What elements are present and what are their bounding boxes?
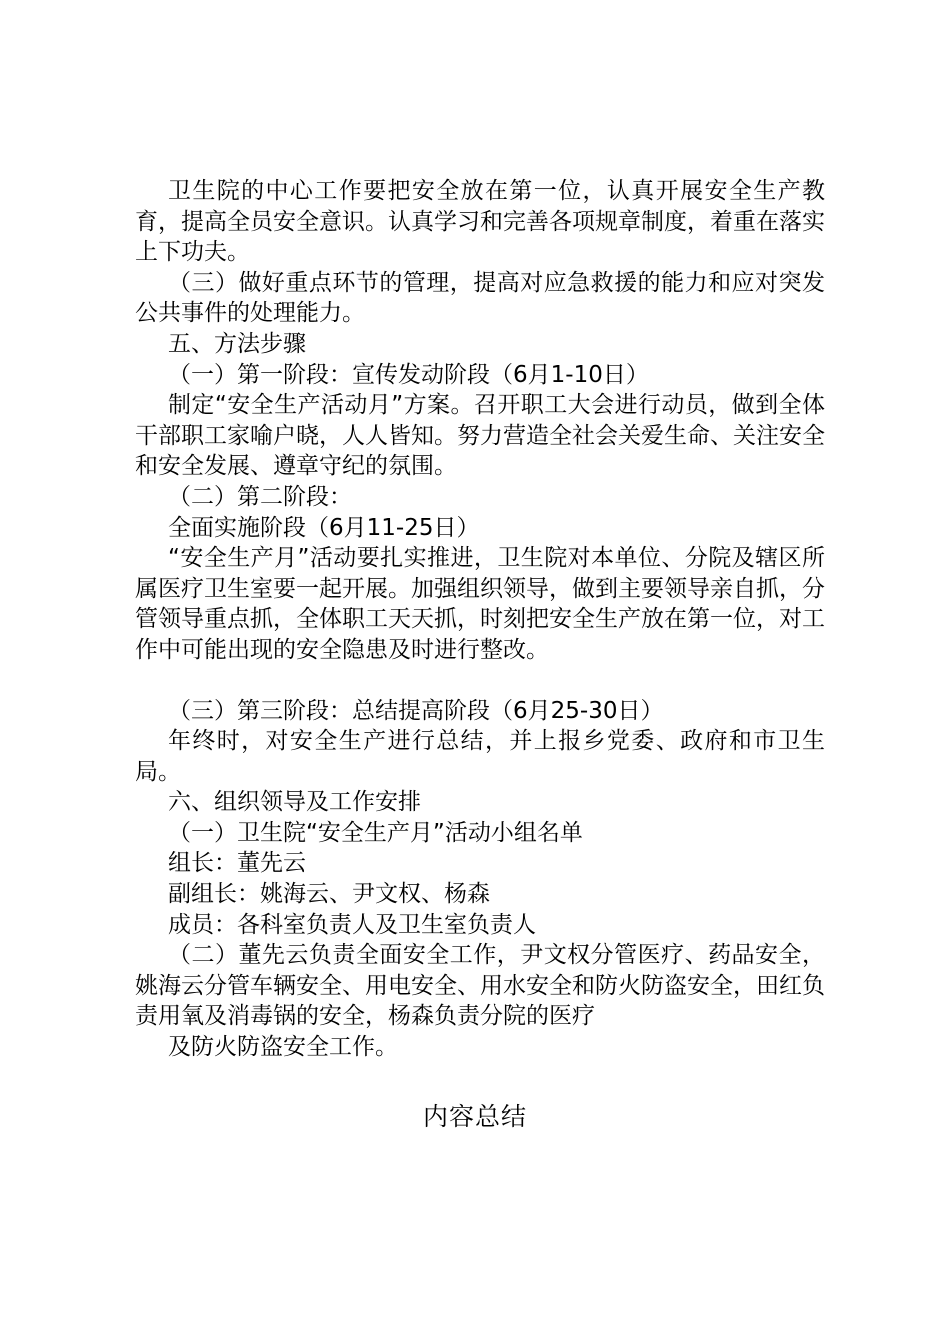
paragraph-stage-one: 制定“安全生产活动月”方案。召开职工大会进行动员，做到全体干部职工家喻户晓，人人皆知。努力营造全社会关爱生命、关注安全和安全发展、遵章守纪的氛围。 xyxy=(135,392,825,480)
stage-two-subheading: 全面实施阶段（6月11-25日） xyxy=(168,514,480,541)
stage-three-heading: （三）第三阶段：总结提高阶段（6月25-30日） xyxy=(168,697,664,724)
paragraph-key-links: （三）做好重点环节的管理，提高对应急救援的能力和应对突发公共事件的处理能力。 xyxy=(135,269,825,327)
section-heading-methods: 五、方法步骤 xyxy=(168,330,306,357)
paragraph-responsibilities: （二）董先云负责全面安全工作，尹文权分管医疗、药品安全，姚海云分管车辆安全、用电安全、用水安全和防火防盗安全，田红负责用氧及消毒锅的安全，杨森负责分院的医疗 xyxy=(135,942,825,1030)
team-leader: 组长：董先云 xyxy=(168,850,306,877)
paragraph-responsibilities-end: 及防火防盗安全工作。 xyxy=(168,1034,398,1061)
document-body xyxy=(135,176,825,1063)
team-deputy-leaders: 副组长：姚海云、尹文权、杨森 xyxy=(168,881,490,908)
paragraph-stage-three: 年终时，对安全生产进行总结，并上报乡党委、政府和市卫生局。 xyxy=(135,728,825,785)
paragraph-stage-two: “安全生产月”活动要扎实推进，卫生院对本单位、分院及辖区所属医疗卫生室要一起开展。加强组织领导，做到主要领导亲自抓，分管领导重点抓，全体职工天天抓，时刻把安全生产放在第一位，对工作中可能出现的安全隐患及时进行整改。 xyxy=(135,545,825,663)
team-members: 成员：各科室负责人及卫生室负责人 xyxy=(168,911,536,938)
stage-one-heading: （一）第一阶段：宣传发动阶段（6月1-10日） xyxy=(168,361,649,388)
team-list-heading: （一）卫生院“安全生产月”活动小组名单 xyxy=(168,819,583,846)
stage-two-heading: （二）第二阶段： xyxy=(168,483,352,510)
section-heading-organization: 六、组织领导及工作安排 xyxy=(168,789,421,816)
paragraph-safety-priority: 卫生院的中心工作要把安全放在第一位，认真开展安全生产教育，提高全员安全意识。认真学习和完善各项规章制度，着重在落实上下功夫。 xyxy=(135,178,825,266)
summary-title: 内容总结 xyxy=(422,1102,527,1131)
